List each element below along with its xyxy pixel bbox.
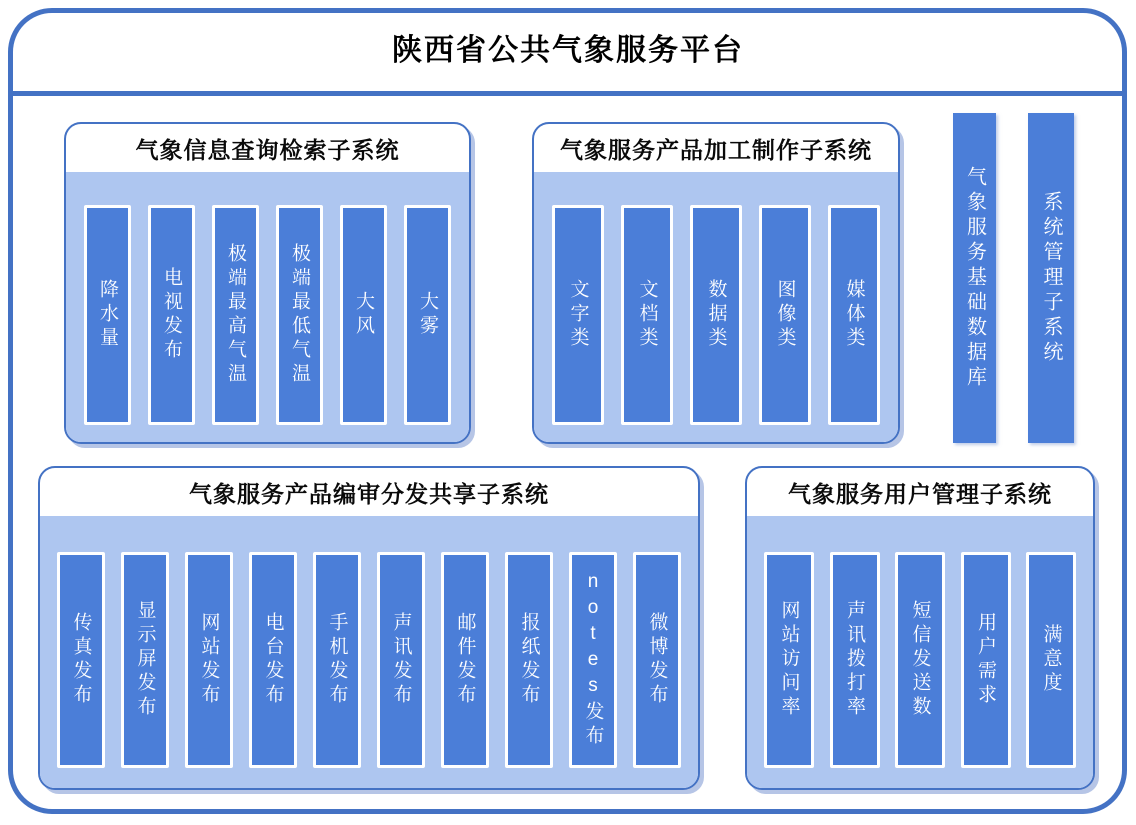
panel-title: 气象服务产品加工制作子系统	[560, 136, 872, 163]
pillar-label: 媒体类	[843, 279, 865, 351]
pillar-label: 大雾	[417, 291, 438, 339]
pillar-label: 降水量	[97, 279, 118, 351]
pillar	[185, 552, 233, 768]
bar-base-database	[953, 113, 996, 443]
pillar-label: 显示屏发布	[134, 600, 156, 720]
panel-body	[534, 172, 898, 442]
bar-label: 系统管理子系统	[1040, 190, 1062, 366]
pillar	[961, 552, 1011, 768]
pillar	[340, 205, 387, 425]
pillar	[121, 552, 169, 768]
pillar-label: 声讯拨打率	[844, 600, 865, 720]
pillar-label: 极端最高气温	[225, 243, 246, 387]
pillar	[148, 205, 195, 425]
panel-processing-subsystem	[532, 122, 900, 444]
title-divider-line	[10, 91, 1126, 96]
panel-body	[40, 516, 698, 788]
pillar-label: 传真发布	[70, 612, 92, 708]
pillar-label: 用户需求	[975, 612, 996, 708]
pillar-label: notes发布	[582, 571, 604, 749]
pillar	[276, 205, 323, 425]
pillar-label: 文档类	[636, 279, 658, 351]
pillar-label: 图像类	[774, 279, 796, 351]
pillar	[84, 205, 131, 425]
pillar	[505, 552, 553, 768]
pillar	[552, 205, 604, 425]
pillar-label: 网站访问率	[778, 600, 800, 720]
pillar	[764, 552, 814, 768]
pillar-label: 数据类	[705, 279, 727, 351]
pillar	[830, 552, 880, 768]
pillar-label: 文字类	[567, 279, 589, 351]
pillar-label: 网站发布	[198, 612, 220, 708]
pillar-label: 手机发布	[326, 612, 348, 708]
pillar	[404, 205, 451, 425]
panel-title: 气象服务用户管理子系统	[788, 480, 1052, 507]
pillar	[828, 205, 880, 425]
pillar-label: 满意度	[1040, 624, 1062, 696]
pillar-label: 短信发送数	[909, 600, 931, 720]
pillar	[441, 552, 489, 768]
pillar-label: 微博发布	[646, 612, 668, 708]
pillar-label: 声讯发布	[390, 612, 412, 708]
pillar	[633, 552, 681, 768]
panel-distribution-subsystem	[38, 466, 700, 790]
pillar	[313, 552, 361, 768]
panel-title: 气象信息查询检索子系统	[135, 136, 400, 163]
pillar-label: 电视发布	[161, 267, 182, 363]
panel-title: 气象服务产品编审分发共享子系统	[189, 480, 549, 507]
panel-body	[66, 172, 469, 442]
pillar	[895, 552, 945, 768]
pillar	[621, 205, 673, 425]
pillar	[569, 552, 617, 768]
pillar	[212, 205, 259, 425]
pillar-label: 报纸发布	[518, 612, 540, 708]
panel-body	[747, 516, 1093, 788]
pillar	[1026, 552, 1076, 768]
pillar-label: 电台发布	[262, 612, 284, 708]
pillar-label: 邮件发布	[454, 612, 476, 708]
pillar	[249, 552, 297, 768]
panel-user-management-subsystem	[745, 466, 1095, 790]
pillar	[759, 205, 811, 425]
platform-title: 陕西省公共气象服务平台	[392, 34, 744, 67]
panel-query-subsystem	[64, 122, 471, 444]
pillar-label: 大风	[353, 291, 374, 339]
bar-system-management-subsystem	[1028, 113, 1074, 443]
pillar	[690, 205, 742, 425]
pillar-label: 极端最低气温	[289, 243, 310, 387]
bar-label: 气象服务基础数据库	[963, 165, 986, 391]
pillar	[57, 552, 105, 768]
pillar	[377, 552, 425, 768]
